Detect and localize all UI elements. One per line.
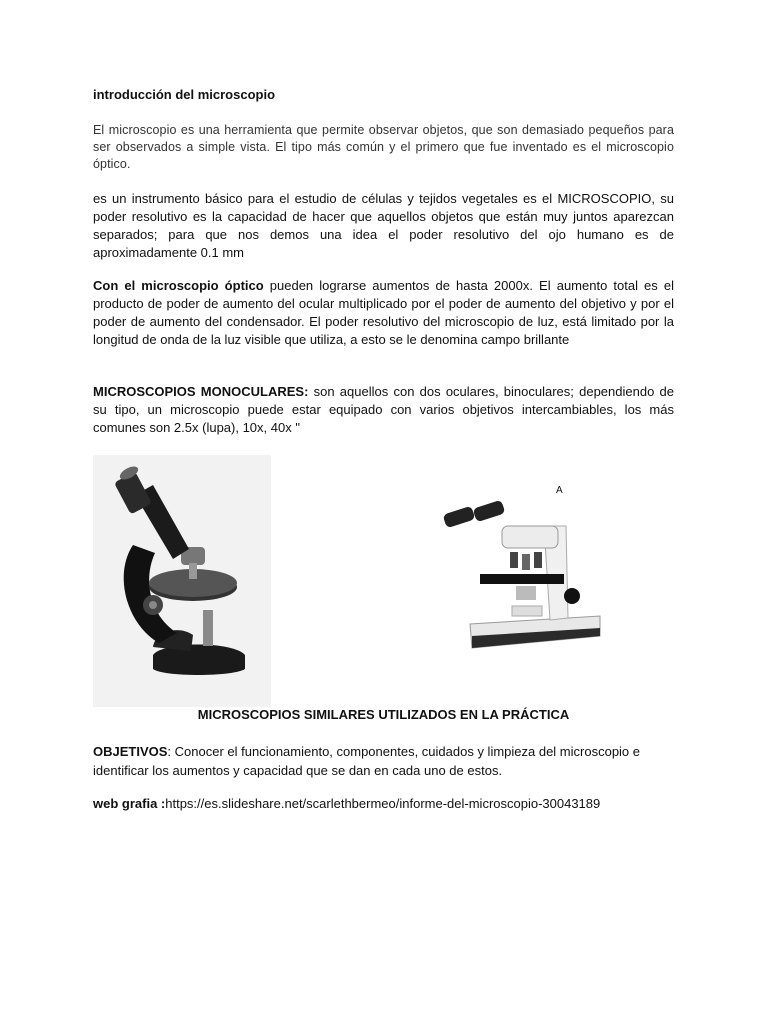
objectives-text: : Conocer el funcionamiento, componentes, cuidados y limpieza del microscopio e identificar los aumentos y capacidad que se dan en cada uno de estos. bbox=[93, 744, 641, 778]
binocular-microscope-image bbox=[432, 486, 632, 666]
objectives-paragraph bbox=[93, 742, 674, 780]
optical-microscope-paragraph bbox=[93, 277, 674, 349]
webgraphy-line bbox=[93, 795, 693, 813]
image-label-a: A bbox=[556, 485, 563, 496]
monocular-bold-lead: MICROSCOPIOS MONOCULARES: bbox=[93, 384, 309, 399]
optical-text: pueden lograrse aumentos de hasta 2000x. El aumento total es el producto de poder de aumento del ocular multiplicado por el poder de aumento del objetivo y por el poder de aumento del condensador. El poder resolutivo del microscopio de luz, está limitado por la longitud de onda de la luz visible que utiliza, a esto se le denomina campo brillante bbox=[93, 278, 674, 347]
optical-bold-lead: Con el microscopio óptico bbox=[93, 278, 264, 293]
monocular-paragraph bbox=[93, 383, 674, 437]
instrument-paragraph: es un instrumento básico para el estudio de células y tejidos vegetales es el MICROSCOPIO, su poder resolutivo es la capacidad de hacer que aquellos objetos que están muy juntos aparezcan separados; para que nos demos una idea el poder resolutivo del ojo humano es de aproximadamente 0.1 mm bbox=[93, 191, 674, 260]
monocular-microscope-image bbox=[93, 455, 271, 707]
intro-paragraph: El microscopio es una herramienta que permite observar objetos, que son demasiado pequeños para ser observados a simple vista. El tipo más común y el primero que fue inventado es el microscopio óptico. bbox=[93, 123, 674, 171]
figure-caption: MICROSCOPIOS SIMILARES UTILIZADOS EN LA PRÁCTICA bbox=[197, 707, 570, 722]
webgraphy-link[interactable]: https://es.slideshare.net/scarlethbermeo/informe-del-microscopio-30043189 bbox=[165, 796, 601, 811]
webgraphy-label: web grafia : bbox=[93, 796, 166, 811]
monocular-text: son aquellos con dos oculares, binoculares; dependiendo de su tipo, un microscopio puede estar equipado con varios objetivos intercambiables, los más comunes son 2.5x (lupa), 10x, 40x " bbox=[93, 384, 674, 435]
objectives-bold-lead: OBJETIVOS bbox=[93, 744, 168, 759]
document-title: introducción del microscopio bbox=[93, 87, 276, 102]
